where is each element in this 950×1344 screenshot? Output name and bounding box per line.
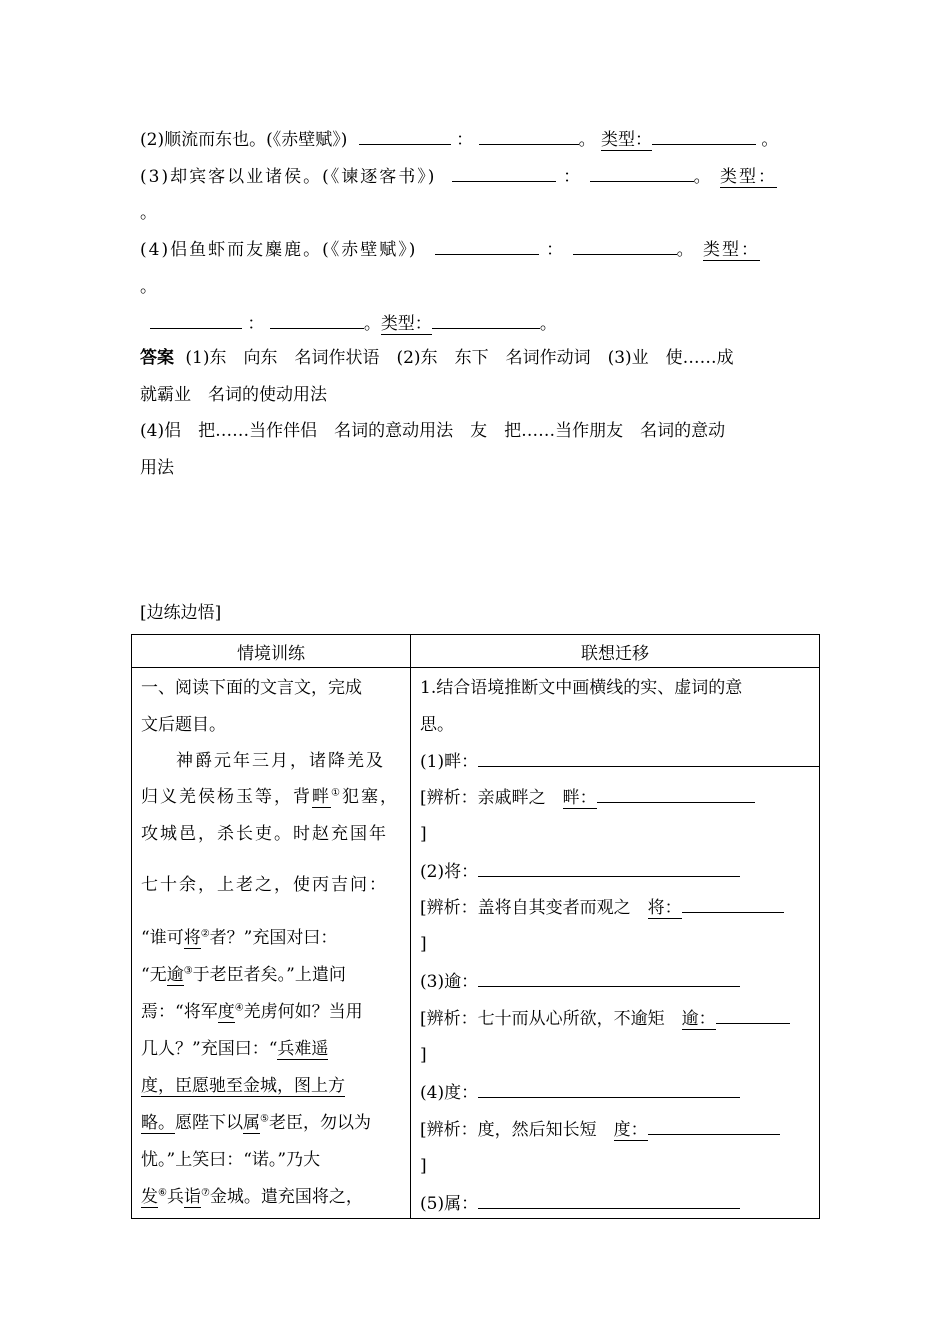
passage-line: 略。愿陛下以属⑤老臣，勿以为 [141, 1113, 371, 1133]
answer-line-1 [140, 347, 734, 369]
type-label: 类型： [380, 314, 432, 334]
passage-line: 神爵元年三月，诸降羌及 [176, 751, 385, 771]
answer-blank[interactable] [597, 786, 755, 803]
item-5: (5)属： [420, 1192, 740, 1215]
colon: ： [563, 167, 583, 187]
answer-blank[interactable] [478, 750, 819, 767]
passage-line: 归义羌侯杨玉等，背畔①犯塞， [141, 787, 399, 807]
period: 。 [363, 314, 381, 334]
answer-line-2: 就霸业 名词的使动用法 [140, 385, 327, 405]
answer-text: (1)东 向东 名词作状语 (2)东 东下 名词作动词 (3)业 使……成 [185, 348, 734, 368]
section-title: [边练边悟] [140, 603, 222, 623]
answer-blank[interactable] [478, 1081, 740, 1098]
practice-table [131, 634, 820, 1219]
answer-blank[interactable] [452, 165, 556, 182]
passage-line: 一、阅读下面的文言文，完成 [141, 678, 362, 698]
answer-blank[interactable] [716, 1007, 790, 1024]
period: 。 [140, 277, 157, 297]
answer-blank[interactable] [573, 238, 677, 255]
answer-blank[interactable] [652, 128, 756, 145]
passage-line: 几人？”充国曰：“兵难遥 [141, 1039, 329, 1059]
period: 。 [140, 203, 157, 223]
bracket-close: ] [420, 1156, 427, 1176]
item-2-analysis: [辨析：盖将自其变者而观之 将： [420, 896, 784, 919]
answer-label: 答案 [140, 348, 174, 368]
passage-line: 文后题目。 [141, 715, 226, 735]
answer-blank[interactable] [478, 860, 740, 877]
period: 。 [676, 240, 696, 260]
question-3-text: (3)却宾客以业诸侯。(《谏逐客书》) [140, 167, 437, 187]
question-4 [140, 238, 760, 261]
answer-blank[interactable] [682, 896, 784, 913]
answer-line-4: 用法 [140, 458, 174, 478]
colon: ： [456, 130, 474, 150]
question-4-text: (4)侣鱼虾而友麋鹿。(《赤壁赋》) [140, 240, 418, 260]
answer-blank[interactable] [359, 128, 451, 145]
answer-blank[interactable] [478, 970, 740, 987]
passage-line: 焉：“将军度④羌虏何如？当用 [141, 1002, 363, 1022]
answer-blank[interactable] [478, 1192, 740, 1209]
colon: ： [247, 314, 265, 334]
passage-line: 度，臣愿驰至金城，图上方 [141, 1076, 345, 1096]
type-label: 类型： [702, 240, 760, 260]
passage-line: “谁可将②者？”充国对曰： [141, 928, 338, 948]
answer-blank[interactable] [479, 128, 579, 145]
passage-line: 忧。”上笑曰：“诺。”乃大 [141, 1150, 321, 1170]
period: 。 [539, 314, 557, 334]
type-label: 类型： [719, 167, 777, 187]
passage-line: “无逾③于老臣者矣。”上遣问 [141, 965, 346, 985]
answer-blank[interactable] [648, 1118, 780, 1135]
period: 。 [693, 167, 713, 187]
item-1-analysis: [辨析：亲戚畔之 畔： [420, 786, 755, 809]
colon: ： [546, 240, 566, 260]
bracket-close: ] [420, 824, 427, 844]
column-header-context: 情境训练 [132, 635, 411, 668]
period: 。 [578, 130, 596, 150]
bracket-close: ] [420, 934, 427, 954]
passage-line: 七十余，上老之，使丙吉问： [141, 875, 388, 895]
period: 。 [761, 130, 779, 150]
answer-line-3: (4)侣 把……当作伴侣 名词的意动用法 友 把……当作朋友 名词的意动 [140, 421, 726, 441]
type-label: 类型： [600, 130, 652, 150]
question-5 [150, 312, 557, 335]
answer-blank[interactable] [435, 238, 539, 255]
answer-blank[interactable] [270, 312, 364, 329]
reading-passage [132, 668, 410, 1218]
question-text: 1.结合语境推断文中画横线的实、虚词的意 [420, 678, 743, 698]
bracket-close: ] [420, 1045, 427, 1065]
passage-line: 发⑥兵诣⑦金城。遣充国将之， [141, 1187, 363, 1207]
question-2 [140, 128, 778, 151]
column-header-transfer: 联想迁移 [411, 635, 820, 668]
item-3-analysis: [辨析：七十而从心所欲，不逾矩 逾： [420, 1007, 790, 1030]
item-2: (2)将： [420, 860, 740, 883]
item-4-analysis: [辨析：度，然后知长短 度： [420, 1118, 780, 1141]
answer-blank[interactable] [432, 312, 540, 329]
question-text: 思。 [420, 715, 454, 735]
answer-blank[interactable] [150, 312, 242, 329]
transfer-questions [411, 668, 819, 1218]
item-3: (3)逾： [420, 970, 740, 993]
item-1: (1)畔： [420, 750, 819, 773]
passage-line: 攻城邑，杀长吏。时赵充国年 [141, 824, 388, 844]
question-3 [140, 165, 777, 188]
answer-blank[interactable] [590, 165, 694, 182]
item-4: (4)度： [420, 1081, 740, 1104]
question-2-text: (2)顺流而东也。(《赤壁赋》) [140, 130, 348, 150]
